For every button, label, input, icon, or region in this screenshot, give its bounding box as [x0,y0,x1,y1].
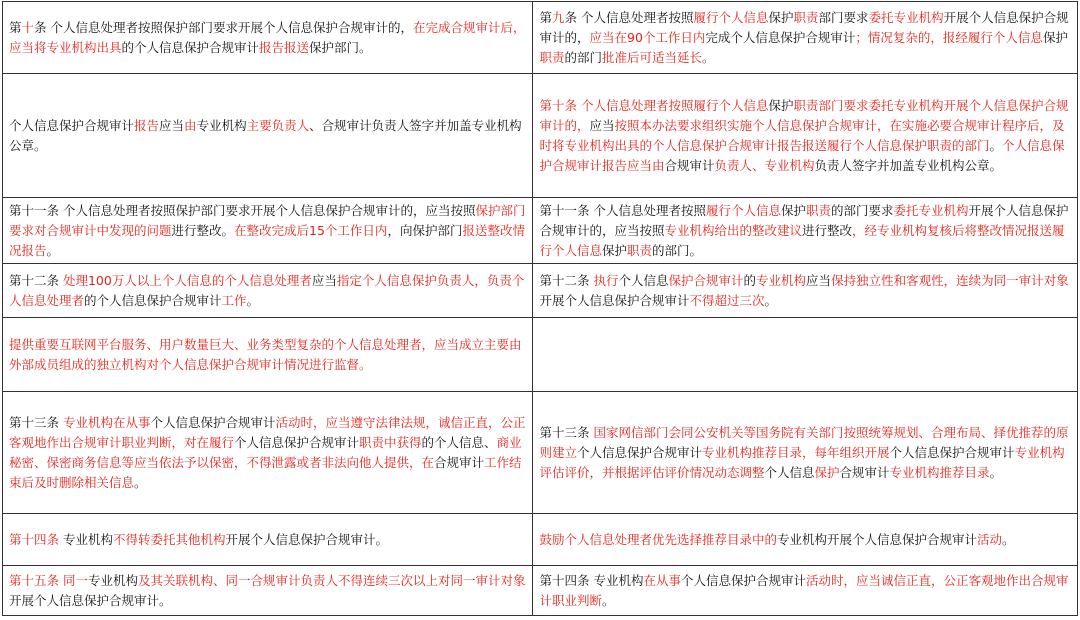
right-cell [533,2,1078,74]
highlighted-text: 批准后可适当延长 [602,49,703,65]
table-row [3,74,1078,198]
highlighted-text: 专业机构给出的整改建议 [664,222,803,238]
cell-text: 部门要求 [818,9,869,25]
highlighted-text: 职责 [627,242,653,258]
cell-text: 第十一条 个人信息处理者按照保护部门要求开展个人信息保护合规审计的，应当按照 [9,202,476,218]
table-row [3,318,1078,392]
left-cell [3,2,533,74]
highlighted-text: 十 [21,19,35,35]
highlighted-text: 履行个人信息 [705,202,781,218]
cell-text: 个人信息保护合规审计 [889,444,1015,460]
highlighted-text: 鼓励个人信息处理者优先选择推荐目录中的 [539,531,777,547]
highlighted-text: 同一 [62,572,88,588]
highlighted-text: 职责 [793,9,819,25]
cell-text: 应当 [806,272,832,288]
cell-text: 完成个人信息保护合规审计 [705,29,856,45]
cell-text: 应当 [589,117,615,133]
cell-text: 专业机构 [593,572,644,588]
cell-text: 保护部门。 [309,39,372,55]
highlighted-text: 工作 [221,292,247,308]
highlighted-text: ；情况复杂的，报经履行个人信息 [855,29,1043,45]
cell-text: 第十二条 [539,272,594,288]
cell-text: 进行整改 [802,222,853,238]
highlighted-text: 提供重要互联网平台服务、用户数量巨大、业务类型复杂的个人信息处理者，应当成立主要由外部成员组成的独立机构对个人信息保护合规审计情况进行监督。 [9,336,522,372]
right-cell [533,318,1078,392]
highlighted-text: 在整改完成后15个工作日内 [234,222,388,238]
cell-text: 的个人信息保护合规审计 [84,292,222,308]
cell-text: 进行整改。 [171,222,235,238]
highlighted-text: 不得转委托其他机构 [113,531,226,547]
highlighted-text: 报告 [134,117,160,133]
cell-text: 第十二条 [9,272,63,288]
highlighted-text: 专业机构推荐目录 [889,464,990,480]
highlighted-text: 第十条 个人信息 [539,97,631,113]
cell-text: 合规审计 [664,157,715,173]
cell-text: 专业机构 [196,117,247,133]
highlighted-text: 按照本办法要求组织实施个人信息保护合规审计，在实施必要合规审计程序后，及时将专业机构出具的个人信息保护合规审计报告报送履行个人信息保护职责的部门 [539,117,1065,153]
left-cell [3,198,533,264]
cell-text: 第十三条 [539,424,594,440]
highlighted-text: 应当在90个工作日内 [589,29,706,45]
cell-text: 应当 [159,117,185,133]
cell-text: 的部门。 [652,242,703,258]
cell-text: 专业机构开展个人信息保护合规审计 [777,531,978,547]
cell-text: 个人信息保护合规审计 [9,117,135,133]
cell-text: 个人信息保护合规审计 [234,434,360,450]
cell-text: 保护 [768,97,794,113]
cell-text: 个人信息保护合规审计 [681,572,807,588]
highlighted-text: 九 [552,9,565,25]
cell-text: 条 个人信息处理者按照保护部门要求开展个人信息保护合规审计的， [34,19,414,35]
cell-text: 保护 [768,9,794,25]
left-cell [3,74,533,198]
highlighted-text: 活动时，应当诚信正直，公正客观地作出合规审计职业判断 [539,572,1069,608]
left-cell [3,392,533,514]
highlighted-text: 及其关联机构、同一合规审计负责人不得连续三次以上对同一审计对象 [138,572,526,588]
highlighted-text: 商业秘密、保密商务信息等应当依法予以保密，不得泄露或者非法向他人提供，在 [9,434,522,470]
highlighted-text: 处理100万人以上个人信息 [62,272,212,288]
highlighted-text: 保护合规审计 [668,272,744,288]
table-row [3,566,1078,616]
cell-text: 、合规审计负责人签字并加盖专业机构公章。 [9,117,522,153]
highlighted-text: 专业机构评估评价，并根据评估评价情况动态调整 [539,444,1065,480]
cell-text: 。 [46,242,60,258]
highlighted-text: 个人信息保护合规审计报告应当由 [539,137,1065,173]
highlighted-text: 在从事 [643,572,681,588]
right-cell [533,566,1078,616]
cell-text: 保护 [602,242,628,258]
cell-text: 的个人信息保护合规审计 [121,39,260,55]
cell-text: 的部门要求 [831,202,894,218]
highlighted-text: 在完成合规审计后，应当将专业机构出具 [9,19,526,55]
highlighted-text: 保护部门要求对合规审计中发现的问题 [9,202,526,238]
highlighted-text: 专业机构 [756,272,807,288]
cell-text: 开展个人信息保护合规审计。 [9,592,172,608]
highlighted-text: 负责人、专业机构 [714,157,815,173]
highlighted-text: 报告报送 [259,39,310,55]
highlighted-text: 保护 [814,464,840,480]
cell-text: 个人信息保护合规审计 [150,414,276,430]
highlighted-text: 处理者按照履行个人信息 [630,97,769,113]
highlighted-text: 指定个人信息保护负责人，负责个人信息处理者 [9,272,525,308]
cell-text: 个人信息保护合规审计 [577,444,703,460]
cell-text: 合规审计 [434,454,485,470]
highlighted-text: 职责中获得 [359,434,422,450]
cell-text: 。 [989,137,1003,153]
highlighted-text: 不得超过三次 [689,292,765,308]
right-cell [533,198,1078,264]
cell-text: 专业机构 [62,531,113,547]
comparison-table-body [3,2,1078,616]
highlighted-text: 职责 [539,49,565,65]
cell-text: 。 [1002,531,1015,547]
cell-text: 专业机构 [88,572,139,588]
highlighted-text: 第十四条 [9,531,63,547]
highlighted-text: 第十五条 [9,572,63,588]
highlighted-text: 的个人信息处理者 [211,272,312,288]
highlighted-text: 履行个人信息 [693,9,769,25]
left-cell [3,566,533,616]
left-cell [3,318,533,392]
cell-text: 个人信息保护合规审计 [564,292,690,308]
cell-text: 个人信息 [764,464,815,480]
table-row [3,264,1078,318]
table-row [3,198,1078,264]
cell-text: 第十四条 [539,572,594,588]
cell-text: 。 [246,292,260,308]
highlighted-text: 执行 [593,272,619,288]
highlighted-text: 活动时，应当遵守法律法规，诚信正直，公正客观地作出合规审计职业判断，对在履行 [9,414,526,450]
cell-text: 保护 [780,202,806,218]
right-cell [533,514,1078,566]
cell-text: 第 [9,19,22,35]
cell-text: 的部门 [564,49,603,65]
highlighted-text: ，经专业机构复核后将整改情况报送履行个人信息 [539,222,1065,258]
right-cell [533,392,1078,514]
cell-text: 开展 [539,292,565,308]
cell-text: ，向保护部门 [387,222,463,238]
cell-text: 开展个人信息保护合规审计的， [539,9,1069,45]
cell-text: 第十三条 [9,414,63,430]
cell-text: 应当 [311,272,337,288]
cell-text: 负责人签字并加盖专业机构公章。 [814,157,1003,173]
cell-text: 开展个人信息保护合规审计的，应当按照 [539,202,1069,238]
cell-text: 保护 [1042,29,1068,45]
cell-text: 。 [134,474,147,490]
highlighted-text: 专业机构在从事 [62,414,151,430]
table-row [3,392,1078,514]
cell-text: 。 [702,49,715,65]
comparison-table [2,1,1078,616]
highlighted-text: 职责部门要求委托专业机构开展个人信息保护合规审计的， [539,97,1069,133]
highlighted-text: 由 [184,117,197,133]
left-cell [3,514,533,566]
cell-text: 合规审计 [839,464,890,480]
table-row [3,2,1078,74]
table-row [3,514,1078,566]
cell-text: 条 个人信息处理者按照 [564,9,694,25]
highlighted-text: 报送整改情况报告 [9,222,525,258]
highlighted-text: 活动 [977,531,1003,547]
highlighted-text: 工作结束后及时删除相关信息 [9,454,522,490]
highlighted-text: 委托专业机构 [893,202,969,218]
highlighted-text: 主要负责人 [246,117,310,133]
cell-text: 的 [743,272,757,288]
cell-text: 个人信息 [618,272,669,288]
highlighted-text: 专业机构推荐目录 [702,444,803,460]
cell-text: 开展个人信息保护合规审计。 [225,531,389,547]
highlighted-text: 保持独立性和客观性，连续为同一审计对象 [831,272,1069,288]
left-cell [3,264,533,318]
cell-text: 第十一条 个人信息处理者按照 [539,202,706,218]
cell-text: 。 [602,592,615,608]
cell-text: 第 [539,9,552,25]
right-cell [533,74,1078,198]
highlighted-text: 职责 [806,202,832,218]
cell-text: 的个人信息、 [421,434,497,450]
cell-text: 。 [989,464,1003,480]
cell-text: 。 [764,292,778,308]
highlighted-text: 国家网信部门会同公安机关等国务院有关部门按照统筹规划、合理布局、择优推荐的原则建立 [539,424,1069,460]
highlighted-text: 委托专业机构 [868,9,944,25]
highlighted-text: ，每年组织开展 [802,444,890,460]
right-cell [533,264,1078,318]
